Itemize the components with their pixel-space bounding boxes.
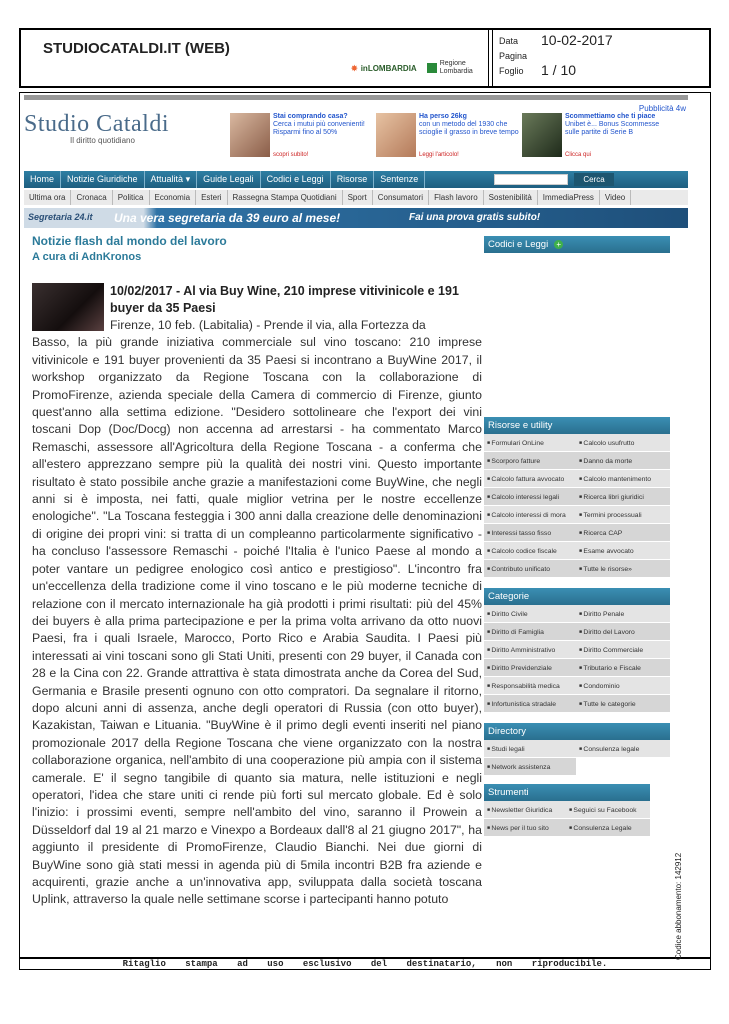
subnav-item[interactable]: Cronaca — [71, 190, 112, 205]
sidebar-link[interactable]: ■ Ricerca CAP — [576, 524, 670, 542]
sidebar-link[interactable]: ■ Studi legali — [484, 740, 576, 758]
sidebar-codici — [484, 236, 670, 413]
sidebar-link[interactable]: ■ Contributo unificato — [484, 560, 576, 578]
subnav-item[interactable]: ImmediaPress — [538, 190, 600, 205]
sidebar-link[interactable]: ■ Formulari OnLine — [484, 434, 576, 452]
star-icon: ✸ — [351, 63, 358, 73]
categorie-header: Categorie — [484, 588, 670, 605]
search-button[interactable]: Cerca — [574, 173, 614, 186]
section-subtitle: A cura di AdnKronos — [32, 251, 142, 263]
promo-cta[interactable]: Fai una prova gratis subito! — [409, 212, 541, 223]
subnav-item[interactable]: Ultima ora — [24, 190, 71, 205]
lombardia-logo: ✸ inLOMBARDIA — [351, 63, 417, 73]
subnav-item[interactable]: Video — [600, 190, 631, 205]
sidebar-link[interactable]: ■ Diritto Amministrativo — [484, 641, 576, 659]
promo-message: Una vera segretaria da 39 euro al mese! — [114, 211, 341, 225]
categorie-grid — [484, 605, 670, 713]
sidebar-link[interactable]: ■ Calcolo usufrutto — [576, 434, 670, 452]
sidebar-link[interactable]: ■ Responsabilità medica — [484, 677, 576, 695]
sidebar-link[interactable]: ■ Consulenza legale — [576, 740, 670, 758]
nav-attualita[interactable]: Attualità ▾ — [145, 171, 198, 188]
sidebar-link[interactable]: ■ Infortunistica stradale — [484, 695, 576, 713]
directory-grid — [484, 740, 670, 776]
sidebar-link[interactable]: ■ Tutte le risorse» — [576, 560, 670, 578]
press-header — [19, 28, 711, 88]
sponsor-logos — [351, 60, 480, 76]
codici-empty-area — [484, 253, 670, 413]
date-value: 10-02-2017 — [541, 32, 613, 48]
sidebar-link[interactable]: ■ Ricerca libri giuridici — [576, 488, 670, 506]
sidebar-link[interactable]: ■ Diritto Civile — [484, 605, 576, 623]
plus-icon[interactable]: + — [554, 240, 563, 249]
regione-logo: Regione Lombardia — [427, 60, 480, 76]
sidebar-link[interactable]: ■ Esame avvocato — [576, 542, 670, 560]
sidebar-link[interactable]: ■ Danno da morte — [576, 452, 670, 470]
sidebar-link[interactable]: ■ Diritto del Lavoro — [576, 623, 670, 641]
subnav-item[interactable]: Consumatori — [373, 190, 429, 205]
subnav-item[interactable]: Sostenibilità — [484, 190, 538, 205]
sidebar-link[interactable]: ■ Diritto Previdenziale — [484, 659, 576, 677]
site-logo[interactable]: Studio Cataldi Il diritto quotidiano — [24, 111, 169, 145]
sidebar-link[interactable]: ■ Scorporo fatture — [484, 452, 576, 470]
sidebar-link[interactable]: ■ Diritto di Famiglia — [484, 623, 576, 641]
sub-nav — [24, 190, 688, 205]
sidebar-link[interactable]: ■ Calcolo interessi di mora — [484, 506, 576, 524]
publication-name: STUDIOCATALDI.IT (WEB) — [43, 40, 230, 57]
ad-image — [230, 113, 270, 157]
promo-brand: Segretaria 24.it — [28, 212, 93, 222]
ad-image — [376, 113, 416, 157]
strumenti-header: Strumenti — [484, 784, 650, 801]
subnav-item[interactable]: Rassegna Stampa Quotidiani — [228, 190, 343, 205]
subnav-item[interactable]: Economia — [150, 190, 197, 205]
ad-label[interactable]: Pubblicità 4w — [638, 104, 686, 113]
main-nav — [24, 171, 688, 188]
foglio-value: 1 / 10 — [541, 62, 577, 78]
subnav-item[interactable]: Politica — [113, 190, 150, 205]
top-bar — [24, 95, 688, 100]
sidebar-risorse — [484, 417, 670, 578]
sidebar-strumenti — [484, 784, 650, 837]
codici-header[interactable]: Codici e Leggi + — [484, 236, 670, 253]
risorse-grid — [484, 434, 670, 578]
sidebar-link[interactable]: ■ Diritto Penale — [576, 605, 670, 623]
nav-notizie[interactable]: Notizie Giuridiche — [61, 171, 145, 188]
disclaimer: Ritaglio stampa ad uso esclusivo del destinatario, non riproducibile. — [19, 958, 711, 970]
sidebar-link[interactable]: ■ Calcolo codice fiscale — [484, 542, 576, 560]
sidebar-directory — [484, 723, 670, 776]
article-text: Basso, la più grande iniziativa commerciale sul vino toscano: 210 imprese vitivinicole e 191 buyer provenienti da 35 Paesi si incontrano a BuyWine 2017, il workshop organizzato da Regione Toscana con la collaborazione di PromoFirenze, azienda speciale della Camera di commercio di Firenze, giunto quest'anno alla settima edizione. "Desidero sottolineare che l'export dei vini toscani Dop (Doc/Docg) non accenna ad arrestarsi - ha commentato Marco Remaschi, assessore all'Agricoltura della Regione Toscana - a conferma che all'estero apprezzano sempre più la qualità dei nostri vini. Questo importante risultato è stato possibile anche grazie a manifestazioni come BuyWine, che negli anni si è imposta, nei fatti, quale miglior vetrina per le nostre eccellenze enologiche". "La Toscana festeggia i 300 anni dalla creazione delle denominazioni di origine dei propri vini: si tratta di un compleanno particolarmente significativo - ha concluso l'assessore Remaschi - poiché l'Italia è l'unico Paese al mondo a poter vantare un pedigree enologico così antico e prestigioso". L'incontro fra un'eccellenza della tradizione come il vino toscano e le più moderne tecniche di relazione con il mercato internazionale ha già prodotti i primi risultati: più del 45% dei buyers è alla prima partecipazione e per la prima volta arrivano da otto nuovi Paesi, fra i quali Israele, Marocco, Porto Rico e Arabia Saudita. I Paesi più interessati ai vini toscani sono gli Stati Uniti, presenti con 29 buyer, il Canada con 28 e la Cina con 22. Grande attrattiva è stata dimostrata anche da Corea del Sud, Germania e Brasile presenti ognuno con otto compratori. Da segnalare il ritorno, dopo alcuni anni di assenza, anche degli operatori di Russia (con otto buyer), Kazakistan, Taiwan e Lituania. "BuyWine è il primo degli eventi inseriti nel piano promozionale 2017 della Regione Toscana che viene organizzato con la nostra collaborazione organica, nell'ambito di una cooperazione più ampia con il sistema camerale. E' il segno tangibile di quanto sia matura, nelle istituzioni e negli operatori, l'idea che stare uniti ci rende più forti sul mercato globale. Ed è solo l'inizio: i prossimi eventi, sempre nell'ambito del vino, saranno il Prowein a Düsseldorf dal 19 al 21 marzo e Vinexpo a Bordeaux dall'8 al 21 giugno 2017", ha aggiunto il presidente di PromoFirenze, Claudio Bianchi. Nei due giorni di BuyWine sono già stati messi in agenda più di 5mila incontri B2B fra aziende e acquirenti, grazie anche a un'innovativa app, sviluppata dalla società toscana Uplink, attraverso la quale nelle settimane scorse i partecipanti hanno potuto — [32, 335, 482, 907]
sidebar-categorie — [484, 588, 670, 713]
sidebar-link[interactable]: ■ Condominio — [576, 677, 670, 695]
ad-unibet[interactable]: Scommettiamo che ti piace Unibet è... Bonus Scommesse sulle partite di Serie B Clicca qui — [522, 113, 662, 159]
strumenti-grid — [484, 801, 650, 837]
sidebar-link[interactable]: ■ Newsletter Giuridica — [484, 801, 566, 819]
ad-image — [522, 113, 562, 157]
web-clipping — [19, 92, 711, 958]
sidebar-link[interactable]: ■ Consulenza Legale — [566, 819, 650, 837]
subnav-item[interactable]: Esteri — [196, 190, 227, 205]
article-title: 10/02/2017 - Al via Buy Wine, 210 imprese vitivinicole e 191 buyer da 35 Paesi — [110, 284, 459, 315]
sidebar-link[interactable]: ■ News per il tuo sito — [484, 819, 566, 837]
subnav-item[interactable]: Sport — [343, 190, 373, 205]
sidebar-link[interactable]: ■ Interessi tasso fisso — [484, 524, 576, 542]
subscription-code: Codice abbonamento: 142912 — [674, 852, 683, 960]
nav-guide[interactable]: Guide Legali — [197, 171, 261, 188]
sidebar-link[interactable]: ■ Calcolo interessi legali — [484, 488, 576, 506]
nav-sentenze[interactable]: Sentenze — [374, 171, 425, 188]
section-title: Notizie flash dal mondo del lavoro — [32, 234, 227, 248]
nav-codici[interactable]: Codici e Leggi — [261, 171, 331, 188]
search-input[interactable] — [494, 174, 568, 185]
article-lead: Firenze, 10 feb. (Labitalia) - Prende il via, alla Fortezza da — [110, 318, 426, 332]
sidebar-link[interactable]: ■ Calcolo mantenimento — [576, 470, 670, 488]
directory-header: Directory — [484, 723, 670, 740]
nav-home[interactable]: Home — [24, 171, 61, 188]
meta-labels: Data Pagina Foglio — [499, 36, 528, 76]
sidebar-link[interactable]: ■ Termini processuali — [576, 506, 670, 524]
risorse-header: Risorse e utility — [484, 417, 670, 434]
ad-diet[interactable]: Ha perso 26kg con un metodo del 1930 che scioglie il grasso in breve tempo Leggi l'articolo! — [376, 113, 516, 159]
header-divider — [488, 30, 493, 86]
ad-mutui[interactable]: Stai comprando casa? Cerca i mutui più convenienti! Risparmi fino al 50% scopri subito! — [230, 113, 370, 159]
subnav-item[interactable]: Flash lavoro — [429, 190, 484, 205]
sidebar-link[interactable]: ■ Tutte le categorie — [576, 695, 670, 713]
promo-banner[interactable] — [24, 208, 688, 228]
sidebar-link[interactable]: ■ Diritto Commerciale — [576, 641, 670, 659]
sidebar-link[interactable]: ■ Seguici su Facebook — [566, 801, 650, 819]
sidebar-link[interactable]: ■ Network assistenza — [484, 758, 576, 776]
regione-icon — [427, 63, 437, 73]
sidebar-link[interactable]: ■ Tributario e Fiscale — [576, 659, 670, 677]
nav-risorse[interactable]: Risorse — [331, 171, 375, 188]
article-body — [32, 317, 482, 909]
sidebar-link[interactable]: ■ Calcolo fattura avvocato — [484, 470, 576, 488]
